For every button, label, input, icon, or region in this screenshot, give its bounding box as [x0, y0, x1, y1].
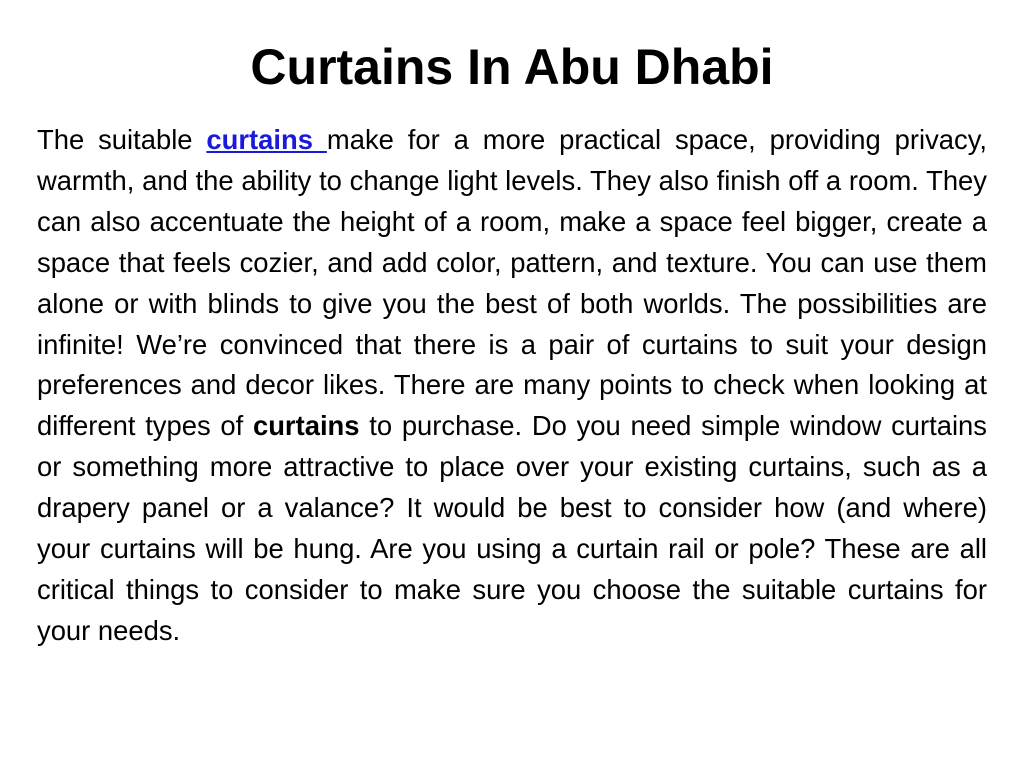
bold-curtains-text: curtains — [252, 410, 360, 442]
paragraph-text-part3: to purchase. Do you need simple window curtains or something more attractive to place over your existing curtains, such as a drapery panel or a valance? It would be best to consider how (and where) your curtains will be hung. Are you using a curtain rail or pole? These are all critical things to consider to make sure you choose the suitable curtains for your needs. — [37, 410, 987, 646]
body-paragraph — [37, 120, 987, 652]
curtains-link[interactable]: curtains — [206, 124, 327, 155]
page-title: Curtains In Abu Dhabi — [250, 39, 774, 95]
paragraph-text-part2: make for a more practical space, providing privacy, warmth, and the ability to change light levels. They also finish off a room. They can also accentuate the height of a room, make a space feel bigger, create a space that feels cozier, and add color, pattern, and texture. You can use them alone or with blinds to give you the best of both worlds. The possibilities are infinite! We’re convinced that there is a pair of curtains to suit your design preferences and decor likes. There are many points to check when looking at different types of — [37, 124, 987, 442]
paragraph-text-part1: The suitable — [37, 124, 207, 155]
